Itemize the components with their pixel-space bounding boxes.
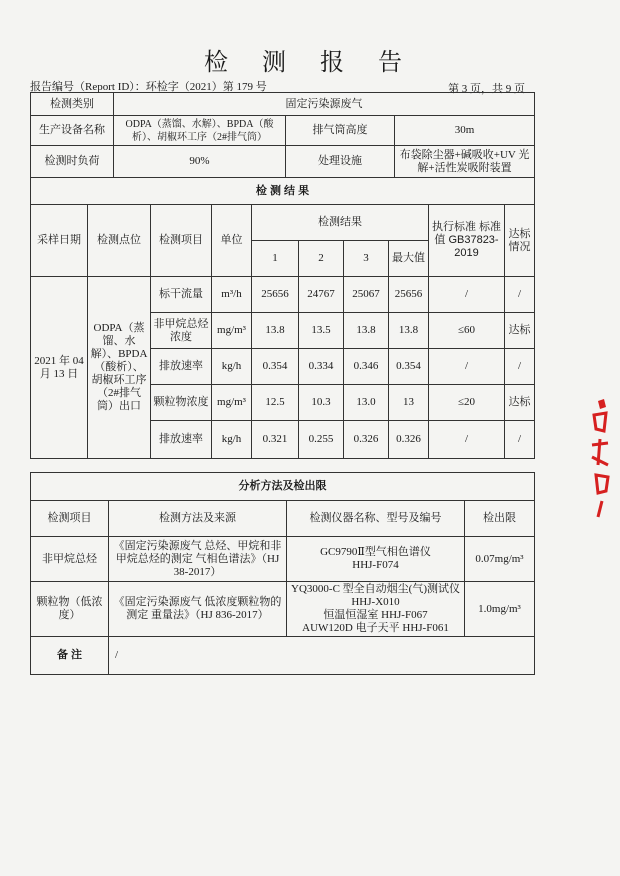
method-item: 颗粒物（低浓度） xyxy=(31,582,109,637)
header-result: 检测结果 xyxy=(252,205,429,241)
sample-date: 2021 年 04 月 13 日 xyxy=(31,277,88,459)
header-max: 最大值 xyxy=(389,241,429,277)
result-std: / xyxy=(429,277,505,313)
header-item: 检测项目 xyxy=(151,205,212,277)
method-item: 非甲烷总烃 xyxy=(31,537,109,582)
result-v1: 25656 xyxy=(252,277,299,313)
methods-header-limit: 检出限 xyxy=(465,501,535,537)
result-std: ≤60 xyxy=(429,313,505,349)
result-unit: mg/m³ xyxy=(212,313,252,349)
seal-icon xyxy=(584,395,612,525)
stack-height-value: 30m xyxy=(395,116,535,146)
result-ok: / xyxy=(505,349,535,385)
header-run-2: 2 xyxy=(299,241,344,277)
report-id: 报告编号（Report ID）：环检字（2021）第 179 号 xyxy=(30,81,267,93)
methods-header-instrument: 检测仪器名称、型号及编号 xyxy=(287,501,465,537)
remark-label: 备 注 xyxy=(31,637,109,675)
instrument-line: HHJ-X010 xyxy=(351,596,400,608)
results-table xyxy=(30,204,535,459)
result-ok: / xyxy=(505,421,535,459)
report-title: 检 测 报 告 xyxy=(204,50,416,76)
result-max: 0.326 xyxy=(389,421,429,459)
result-ok: 达标 xyxy=(505,385,535,421)
result-v3: 0.346 xyxy=(344,349,389,385)
methods-section-title: 分析方法及检出限 xyxy=(31,473,535,501)
page-info: 第 3 页，共 9 页 xyxy=(448,83,525,95)
result-ok: 达标 xyxy=(505,313,535,349)
facility-label: 处理设施 xyxy=(286,146,395,178)
instrument-line: AUW120D 电子天平 HHJ-F061 xyxy=(302,622,449,634)
header-unit: 单位 xyxy=(212,205,252,277)
instrument-line: GC9790Ⅱ型气相色谱仪 xyxy=(320,546,431,558)
result-unit: kg/h xyxy=(212,421,252,459)
methods-table xyxy=(30,472,535,675)
seal-stamp-fragment xyxy=(584,395,612,529)
header-run-3: 3 xyxy=(344,241,389,277)
instrument-line: YQ3000-C 型全自动烟尘(气)测试仪 xyxy=(291,583,460,595)
result-unit: m³/h xyxy=(212,277,252,313)
result-v1: 0.354 xyxy=(252,349,299,385)
result-v3: 25067 xyxy=(344,277,389,313)
header-standard: 执行标准 标准值 GB37823-2019 xyxy=(429,205,505,277)
category-value: 固定污染源废气 xyxy=(114,93,535,116)
result-unit: mg/m³ xyxy=(212,385,252,421)
result-v2: 24767 xyxy=(299,277,344,313)
result-item: 标干流量 xyxy=(151,277,212,313)
result-v1: 12.5 xyxy=(252,385,299,421)
header-compliance: 达标情况 xyxy=(505,205,535,277)
result-max: 13 xyxy=(389,385,429,421)
category-label: 检测类别 xyxy=(31,93,114,116)
header-point: 检测点位 xyxy=(88,205,151,277)
result-max: 0.354 xyxy=(389,349,429,385)
result-v3: 0.326 xyxy=(344,421,389,459)
methods-header-method: 检测方法及来源 xyxy=(109,501,287,537)
stack-height-label: 排气筒高度 xyxy=(286,116,395,146)
load-value: 90% xyxy=(114,146,286,178)
result-v2: 10.3 xyxy=(299,385,344,421)
result-ok: / xyxy=(505,277,535,313)
result-v2: 13.5 xyxy=(299,313,344,349)
result-max: 25656 xyxy=(389,277,429,313)
header-date: 采样日期 xyxy=(31,205,88,277)
instrument-line: HHJ-F074 xyxy=(352,559,399,571)
header-run-1: 1 xyxy=(252,241,299,277)
method-source: 《固定污染源废气 总烃、甲烷和非甲烷总烃的测定 气相色谱法》（HJ 38-2017） xyxy=(109,537,287,582)
facility-value: 布袋除尘器+碱吸收+UV 光解+活性炭吸附装置 xyxy=(395,146,535,178)
method-source: 《固定污染源废气 低浓度颗粒物的测定 重量法》（HJ 836-2017） xyxy=(109,582,287,637)
result-v1: 13.8 xyxy=(252,313,299,349)
results-section-title: 检 测 结 果 xyxy=(31,178,535,205)
result-unit: kg/h xyxy=(212,349,252,385)
result-std: / xyxy=(429,421,505,459)
method-limit: 0.07mg/m³ xyxy=(465,537,535,582)
equipment-label: 生产设备名称 xyxy=(31,116,114,146)
result-std: / xyxy=(429,349,505,385)
method-instrument xyxy=(287,582,465,637)
result-item: 非甲烷总烃浓度 xyxy=(151,313,212,349)
method-instrument xyxy=(287,537,465,582)
result-v3: 13.8 xyxy=(344,313,389,349)
result-item: 颗粒物浓度 xyxy=(151,385,212,421)
info-table xyxy=(30,92,535,205)
methods-header-item: 检测项目 xyxy=(31,501,109,537)
result-item: 排放速率 xyxy=(151,421,212,459)
load-label: 检测时负荷 xyxy=(31,146,114,178)
result-std: ≤20 xyxy=(429,385,505,421)
equipment-value: ODPA（蒸馏、水解）、BPDA（酸析）、胡椒环工序（2#排气筒） xyxy=(114,116,286,146)
remark-value: / xyxy=(109,637,535,675)
result-v2: 0.255 xyxy=(299,421,344,459)
sample-point: ODPA（蒸馏、水解）、BPDA（酸析）、胡椒环工序（2#排气筒）出口 xyxy=(88,277,151,459)
method-limit: 1.0mg/m³ xyxy=(465,582,535,637)
instrument-line: 恒温恒湿室 HHJ-F067 xyxy=(323,609,428,621)
result-max: 13.8 xyxy=(389,313,429,349)
result-v2: 0.334 xyxy=(299,349,344,385)
result-v1: 0.321 xyxy=(252,421,299,459)
result-item: 排放速率 xyxy=(151,349,212,385)
result-v3: 13.0 xyxy=(344,385,389,421)
